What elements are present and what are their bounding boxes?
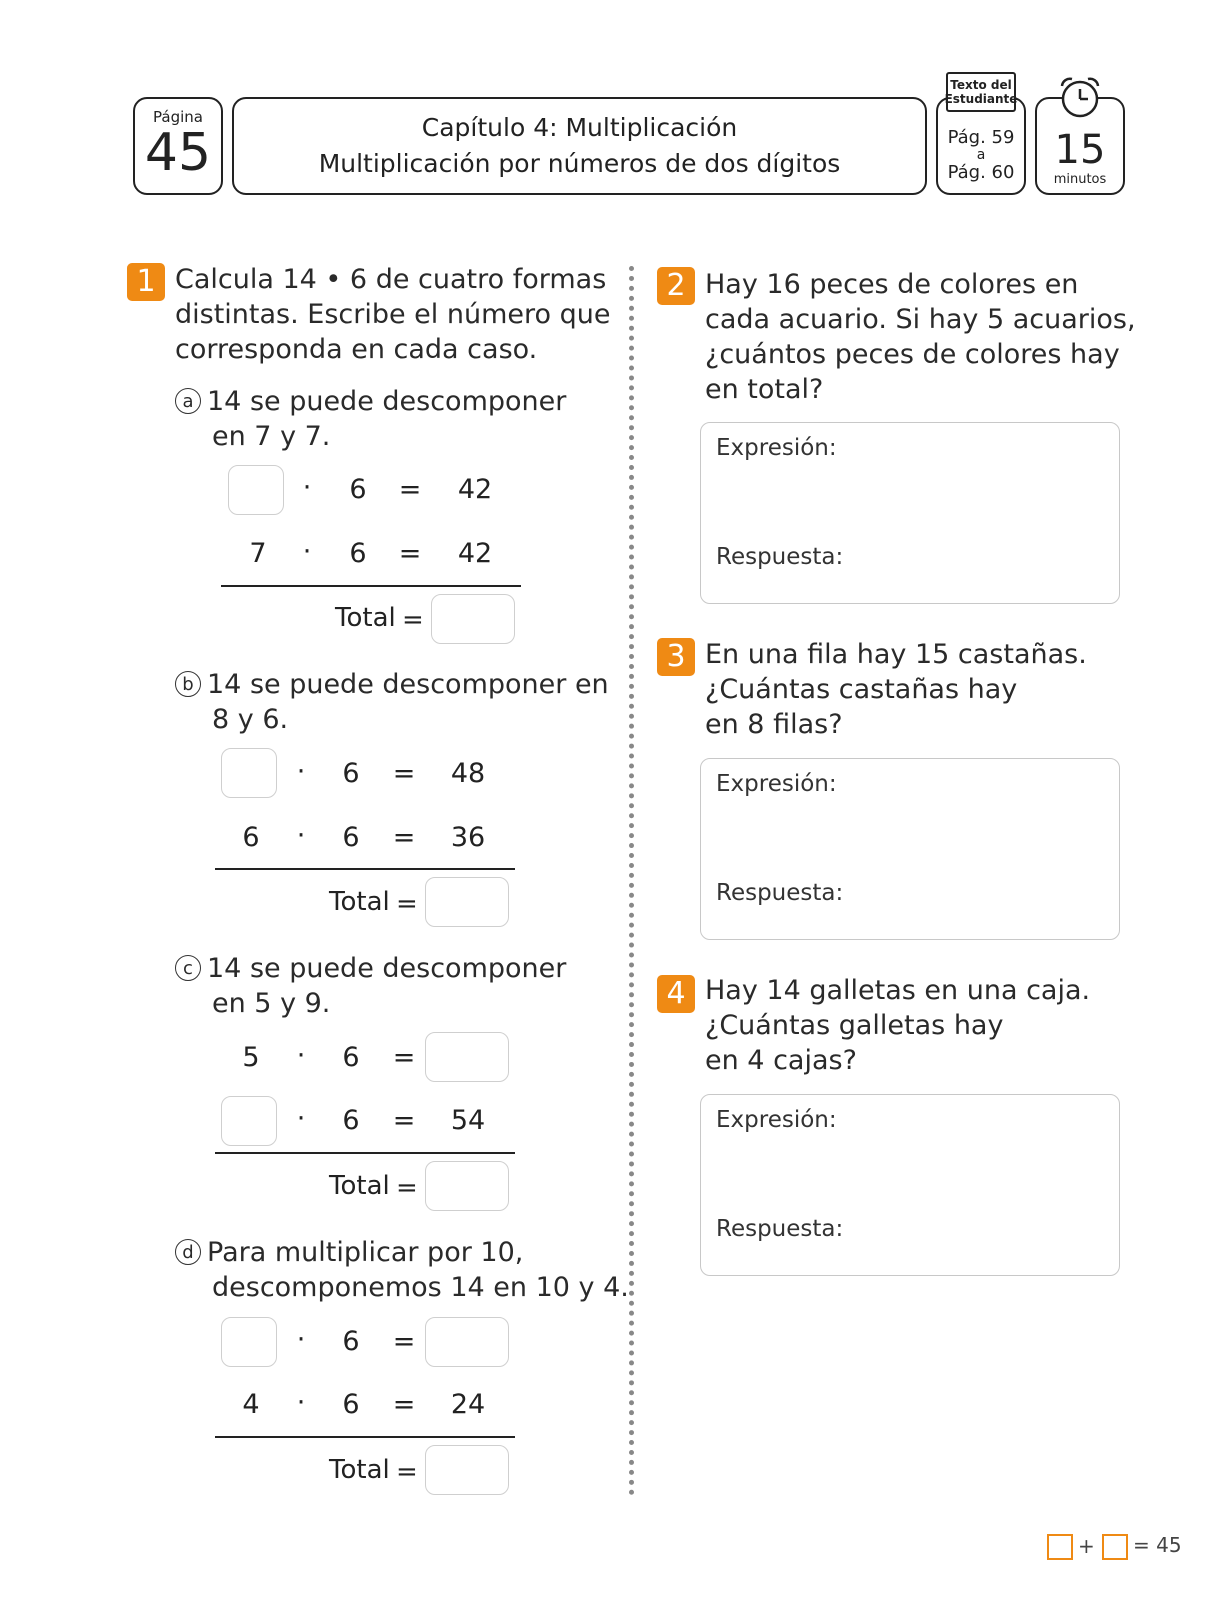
part-c-letter: c [175, 955, 201, 981]
part-c-total-label: Total [329, 1171, 390, 1201]
part-b-row1-b: 6 [342, 758, 360, 789]
question-3-line-3: en 8 filas? [705, 709, 843, 740]
textbook-a: a [976, 147, 986, 163]
part-a-row1-eq: = [398, 474, 422, 505]
question-4-text [705, 973, 1090, 1078]
part-b-text [175, 667, 609, 737]
question-4-expression-label: Expresión: [716, 1107, 837, 1133]
textbook-label-2: Estudiante [944, 92, 1018, 106]
question-3-line-2: ¿Cuántas castañas hay [705, 674, 1018, 705]
footer-plus: + [1078, 1534, 1095, 1558]
part-d-row1-dot: · [296, 1324, 306, 1355]
part-b-line-1: 14 se puede descomponer en [207, 669, 609, 700]
question-2-line-3: ¿cuántos peces de colores hay [705, 339, 1120, 370]
footer-box-1 [1047, 1534, 1073, 1560]
part-a-row2-b: 6 [349, 538, 367, 569]
part-a-sum-line [221, 585, 521, 587]
part-c-text [175, 951, 566, 1021]
part-b-row2-b: 6 [342, 822, 360, 853]
chapter-subtitle: Multiplicación por números de dos dígitos [318, 149, 841, 178]
time-value: 15 [1054, 126, 1106, 173]
part-c-row2-b: 6 [342, 1105, 360, 1136]
part-d-line-1: Para multiplicar por 10, [207, 1237, 524, 1268]
part-a-line-1: 14 se puede descomponer [207, 386, 567, 417]
question-3-line-1: En una fila hay 15 castañas. [705, 639, 1087, 670]
part-b-answer-box-1[interactable] [221, 748, 277, 798]
part-a-total-box[interactable] [431, 594, 515, 644]
part-d-text [175, 1235, 629, 1305]
part-d-row1-b: 6 [342, 1326, 360, 1357]
part-c-sum-line [215, 1152, 515, 1154]
question-1-text [175, 262, 610, 367]
part-d-total-label: Total [329, 1455, 390, 1485]
question-2-answer-label: Respuesta: [716, 544, 844, 570]
question-4-line-1: Hay 14 galletas en una caja. [705, 975, 1091, 1006]
question-2-expression-label: Expresión: [716, 435, 837, 461]
part-b-row1-eq: = [392, 758, 416, 789]
part-d-letter: d [175, 1239, 201, 1265]
part-c-total-box[interactable] [425, 1161, 509, 1211]
part-d-total-box[interactable] [425, 1445, 509, 1495]
question-4-answer-label: Respuesta: [716, 1216, 844, 1242]
chapter-title: Capítulo 4: Multiplicación [421, 113, 738, 142]
part-a-answer-box-1[interactable] [228, 465, 284, 515]
part-d-total-eq: = [396, 1457, 418, 1487]
part-a-row1-c: 42 [457, 474, 493, 505]
question-3-answer-label: Respuesta: [716, 880, 844, 906]
part-b-total-label: Total [329, 887, 390, 917]
question-1-line-1: Calcula 14 • 6 de cuatro formas [175, 264, 607, 295]
footer-equals: = 45 [1133, 1533, 1182, 1557]
question-2-line-2: cada acuario. Si hay 5 acuarios, [705, 304, 1136, 335]
part-a-row1-dot: · [302, 472, 312, 503]
part-c-row1-eq: = [392, 1042, 416, 1073]
question-1-line-2: distintas. Escribe el número que [175, 299, 611, 330]
part-b-row1-dot: · [296, 756, 306, 787]
part-a-row1-b: 6 [349, 474, 367, 505]
part-d-line-2: descomponemos 14 en 10 y 4. [212, 1272, 629, 1303]
part-b-line-2: 8 y 6. [212, 704, 289, 735]
question-1-badge: 1 [127, 263, 165, 301]
question-2-line-4: en total? [705, 374, 824, 405]
page-number-box [133, 97, 223, 195]
part-a-total-eq: = [402, 605, 424, 635]
part-c-row1-a: 5 [242, 1042, 260, 1073]
question-4-line-3: en 4 cajas? [705, 1045, 857, 1076]
part-c-row1-b: 6 [342, 1042, 360, 1073]
part-b-row2-a: 6 [242, 822, 260, 853]
alarm-clock-icon [1054, 74, 1106, 120]
part-c-line-2: en 5 y 9. [212, 988, 331, 1019]
part-a-total-label: Total [335, 603, 396, 633]
question-4-badge: 4 [657, 975, 695, 1013]
part-d-row2-dot: · [296, 1387, 306, 1418]
part-b-row2-eq: = [392, 822, 416, 853]
part-b-row2-dot: · [296, 820, 306, 851]
part-d-row2-b: 6 [342, 1389, 360, 1420]
part-b-total-box[interactable] [425, 877, 509, 927]
part-b-sum-line [215, 868, 515, 870]
question-2-badge: 2 [657, 267, 695, 305]
part-c-row1-dot: · [296, 1040, 306, 1071]
question-1-line-3: corresponda en cada caso. [175, 334, 538, 365]
time-unit: minutos [1053, 171, 1107, 187]
part-a-row2-eq: = [398, 538, 422, 569]
part-d-answer-box-1[interactable] [221, 1317, 277, 1367]
part-c-answer-box-2[interactable] [221, 1096, 277, 1146]
part-d-row2-c: 24 [450, 1389, 486, 1420]
footer-box-2 [1102, 1534, 1128, 1560]
column-divider [629, 266, 634, 1496]
part-b-total-eq: = [396, 889, 418, 919]
part-a-row2-c: 42 [457, 538, 493, 569]
textbook-label-1: Texto del [950, 78, 1012, 92]
part-a-letter: a [175, 388, 201, 414]
chapter-title-box [232, 97, 927, 195]
part-a-text [175, 384, 566, 454]
textbook-from: Pág. 59 [947, 127, 1015, 148]
question-3-text [705, 637, 1087, 742]
part-b-letter: b [175, 671, 201, 697]
part-a-row2-a: 7 [249, 538, 267, 569]
question-3-badge: 3 [657, 638, 695, 676]
question-3-expression-label: Expresión: [716, 771, 837, 797]
book-icon [946, 72, 1016, 112]
part-b-row1-c: 48 [450, 758, 486, 789]
question-2-line-1: Hay 16 peces de colores en [705, 269, 1079, 300]
part-d-row2-eq: = [392, 1389, 416, 1420]
textbook-to: Pág. 60 [947, 162, 1015, 183]
part-c-row2-dot: · [296, 1103, 306, 1134]
part-c-row2-eq: = [392, 1105, 416, 1136]
page-number: 45 [144, 123, 212, 183]
part-d-sum-line [215, 1436, 515, 1438]
page-label: Página [153, 108, 203, 126]
part-d-row1-eq: = [392, 1326, 416, 1357]
part-c-row2-c: 54 [450, 1105, 486, 1136]
question-4-line-2: ¿Cuántas galletas hay [705, 1010, 1004, 1041]
question-2-text [705, 267, 1136, 407]
part-c-line-1: 14 se puede descomponer [207, 953, 567, 984]
part-d-row2-a: 4 [242, 1389, 260, 1420]
part-b-row2-c: 36 [450, 822, 486, 853]
part-a-line-2: en 7 y 7. [212, 421, 331, 452]
part-c-answer-box-1[interactable] [425, 1032, 509, 1082]
part-d-answer-box-2[interactable] [425, 1317, 509, 1367]
part-c-total-eq: = [396, 1173, 418, 1203]
part-a-row2-dot: · [302, 536, 312, 567]
